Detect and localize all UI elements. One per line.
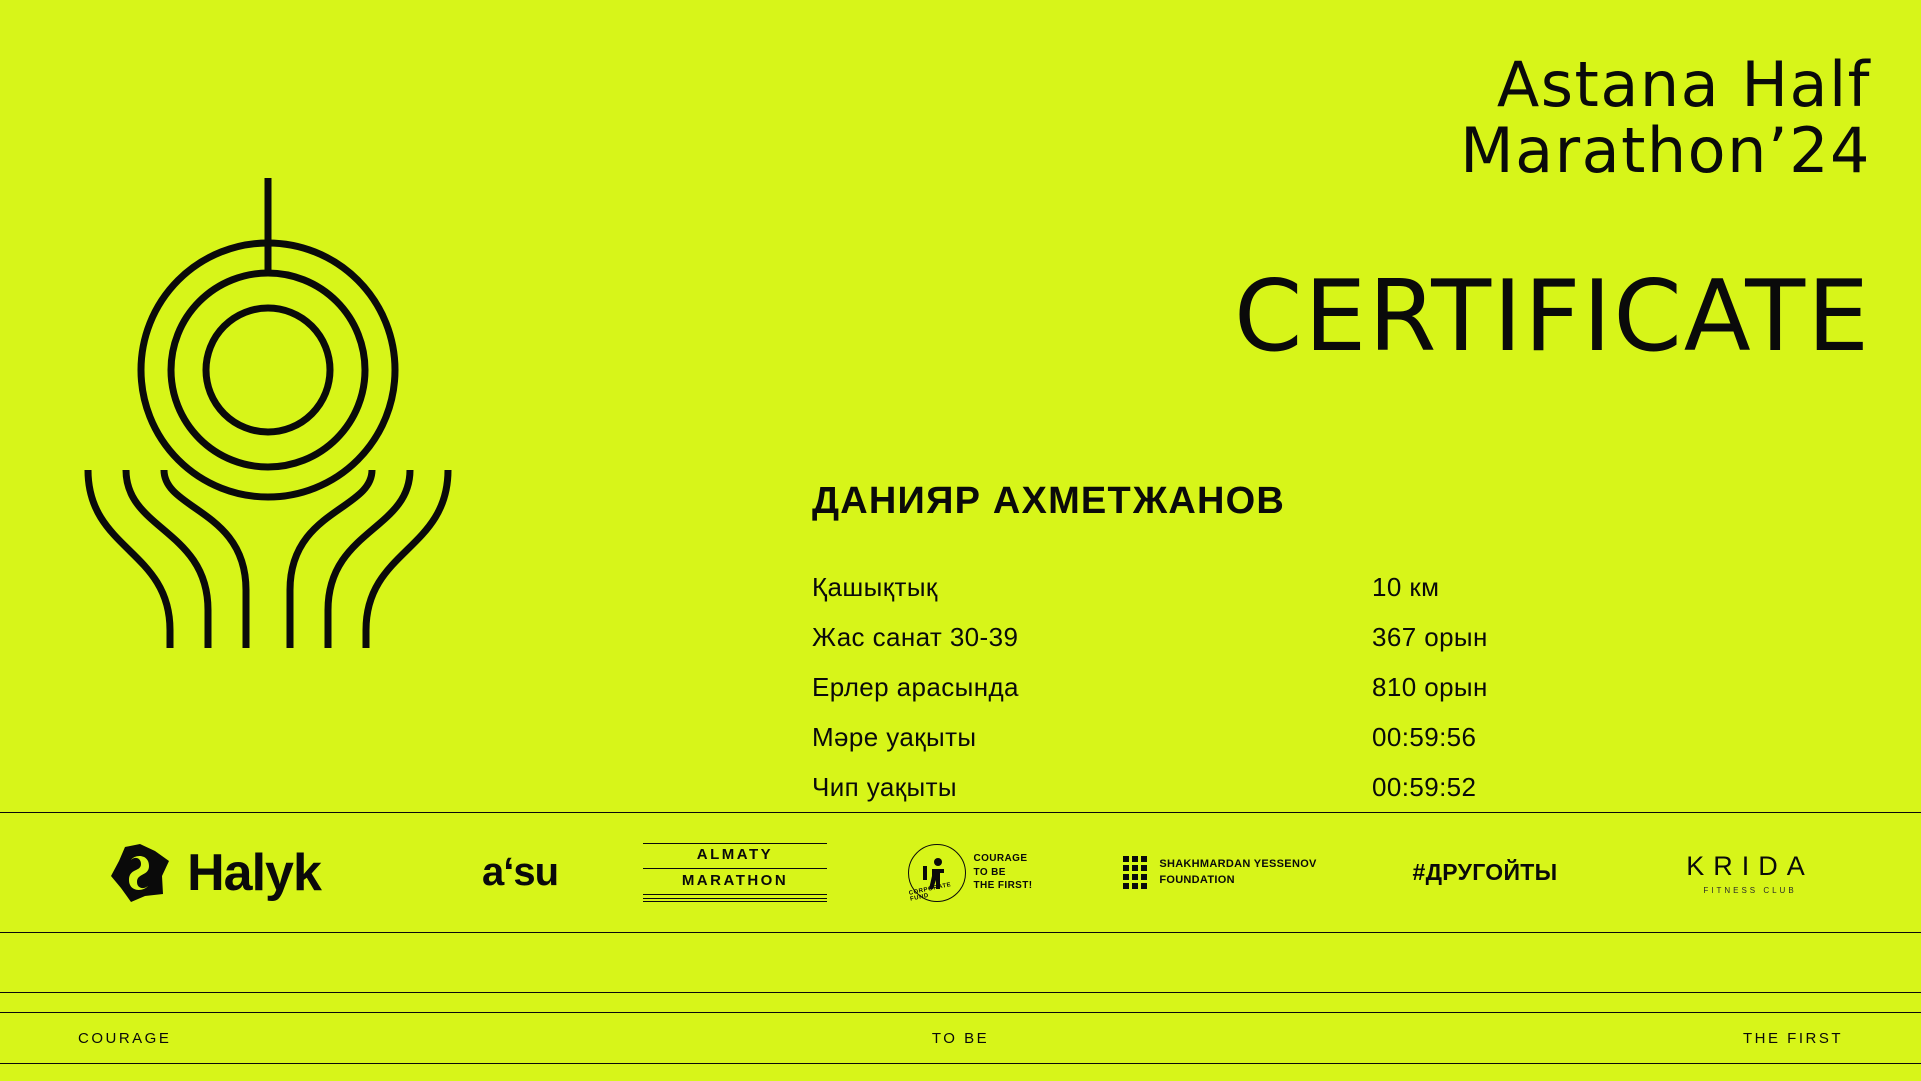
drugoity-wordmark: #ДРУГОЙТЫ [1412,859,1558,885]
courage-line-1: COURAGE [973,853,1028,865]
sponsor-krida [1610,813,1890,932]
results-table [812,572,1592,822]
halyk-wordmark: Halyk [187,843,321,902]
event-title-line-1: Astana Half [1496,48,1871,121]
footer-right: THE FIRST [1743,1029,1843,1047]
almaty-line-2: MARATHON [681,872,789,889]
footer-motto [0,1013,1921,1063]
almaty-rule [643,898,827,899]
result-value: 00:59:56 [1372,722,1477,752]
sponsor-strip [0,813,1921,932]
asu-wordmark: aʻsu [481,850,559,894]
krida-wordmark: KRIDA [1686,850,1814,881]
marathon-emblem-icon [78,178,458,648]
event-title [671,48,1871,187]
document-type-heading: CERTIFICATE [1234,260,1871,374]
sponsor-courage-fund [860,813,1080,932]
yessenov-line-1: SHAKHMARDAN YESSENOV [1159,858,1317,871]
yessenov-line-2: FOUNDATION [1159,873,1235,886]
result-row [812,722,1592,772]
result-row [812,622,1592,672]
almaty-rule [643,868,827,869]
result-label: Ерлер арасында [812,672,1019,702]
sponsor-almaty-marathon [610,813,860,932]
sponsor-yessenov-foundation [1080,813,1360,932]
almaty-rule [643,843,827,844]
result-value: 10 км [1372,572,1440,602]
result-value: 810 орын [1372,672,1488,702]
divider-sponsors-bottom [0,932,1921,933]
result-label: Чип уақыты [812,772,957,802]
result-label: Мәре уақыты [812,722,977,752]
krida-tagline: FITNESS CLUB [1703,885,1797,895]
athlete-name: ДАНИЯР АХМЕТЖАНОВ [812,480,1286,522]
almaty-rule [643,901,827,902]
yessenov-logo-icon [1123,856,1149,890]
event-title-line-2: Marathon’24 [1460,113,1871,187]
sponsor-halyk [0,813,430,932]
result-label: Жас санат 30-39 [812,622,1019,652]
courage-fund-icon [908,844,966,902]
result-value: 00:59:52 [1372,772,1477,802]
almaty-line-1: ALMATY [696,846,774,864]
footer-center: TO BE [931,1029,990,1047]
divider-footer-bottom [0,1063,1921,1064]
result-row [812,572,1592,622]
result-value: 367 орын [1372,622,1488,652]
sponsor-drugoity [1360,813,1610,932]
courage-ring-label: CORPORATE FUND [907,881,952,903]
courage-line-2: TO BE [973,866,1006,878]
sponsor-asu [430,813,610,932]
almaty-rule [643,894,827,895]
footer-left: COURAGE [78,1029,172,1047]
result-label: Қашықтық [812,572,938,602]
result-row [812,672,1592,722]
courage-line-3: THE FIRST! [973,880,1033,892]
halyk-logo-icon [109,842,171,904]
divider-mid [0,992,1921,993]
